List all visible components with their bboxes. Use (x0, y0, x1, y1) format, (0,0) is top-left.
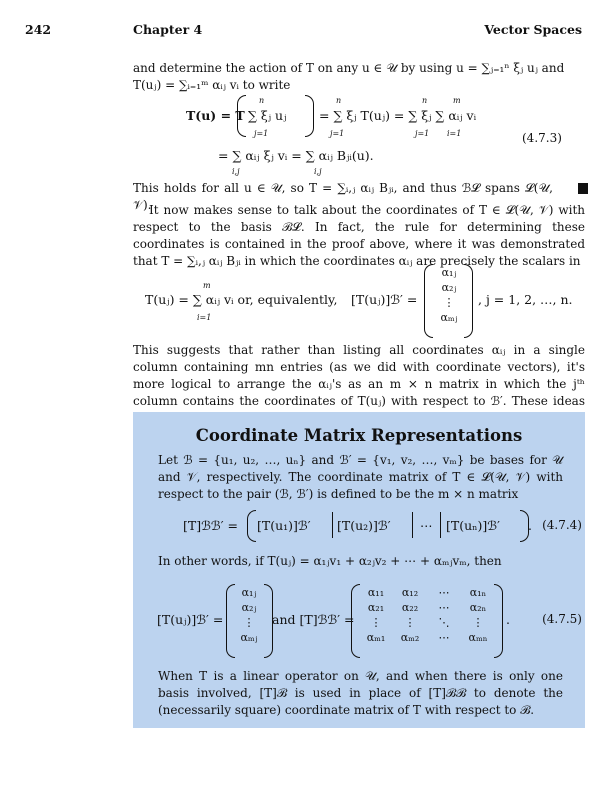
suggests-paragraph: This suggests that rather than listing all coordinates αᵢⱼ in a single column containing mn entries (as we did with coordinate vectors), it's more logical to arrange the αᵢⱼ's as an m × n matrix in which the jᵗʰ column contains the coordinates of T(uⱼ) with respect to ℬ′. These ideas (133, 343, 585, 408)
matrix-cell: α₁ₙ (469, 586, 487, 599)
box-title: Coordinate Matrix Representations (195, 426, 523, 445)
eq474-col-1: [T(u₁)]ℬ′ (257, 518, 311, 533)
eq475-and: and [T]ℬℬ′ = (272, 612, 355, 627)
eq473-limit-n1: n (336, 96, 342, 105)
matrix-cell: α₂₁ (367, 601, 385, 614)
eq473-limit-i1: i=1 (447, 129, 462, 138)
matrix-cell: ⋯ (438, 631, 450, 644)
eq475-column (234, 585, 264, 645)
eq473-limit-ij2: i,j (314, 167, 322, 176)
eq474-left-paren (247, 510, 256, 542)
matrix-cell: α₁₁ (367, 586, 385, 599)
matrix-cell: ⋯ (438, 601, 450, 614)
eq474-number-label: (4.7.4) (542, 518, 582, 532)
eq-coord-lhs: T(uⱼ) = ∑ αᵢⱼ vᵢ or, equivalently, (145, 292, 338, 307)
eq474-period: . (528, 518, 532, 533)
eq475-matrix-left-paren (351, 584, 360, 658)
matrix-row (360, 585, 494, 600)
intro-line-1: and determine the action of T on any u ∈ 𝒰 by using u = ∑ⱼ₌₁ⁿ ξⱼ uⱼ and (133, 61, 565, 75)
eq474-divider (412, 512, 413, 538)
eq473-left-paren (237, 95, 246, 137)
page-number: 242 (25, 22, 52, 37)
qed-square-icon (578, 183, 588, 194)
eq475-number: (4.7.5) (542, 612, 582, 626)
eq473-limit-j1: j=1 (330, 129, 345, 138)
matrix-cell: ⋱ (438, 616, 450, 629)
coordinates-paragraph: It now makes sense to talk about the coordinates of T ∈ 𝓛(𝒰, 𝒱) with respect to the basis ℬ𝓛. In fact, the rule for determining these coordinates is contained in the proof above, where it was demonstrated that T = ∑ᵢ,ⱼ αᵢⱼ Bⱼᵢ in which the coordinates αᵢⱼ are precisely the scalars in (133, 203, 585, 268)
chapter-title: Chapter 4 (133, 22, 203, 37)
col-entry: ⋮ (443, 296, 455, 309)
eq-coord-left-paren (424, 264, 433, 338)
intro-line-2: T(uⱼ) = ∑ᵢ₌₁ᵐ αᵢⱼ vᵢ to write (133, 78, 291, 92)
col-entry: αₘⱼ (240, 631, 258, 644)
matrix-cell: ⋮ (370, 616, 382, 629)
matrix-cell: αₘₙ (468, 631, 488, 644)
box-other-words: In other words, if T(uⱼ) = α₁ⱼv₁ + α₂ⱼv₂ + ⋯ + αₘⱼvₘ, then (158, 554, 502, 568)
box-operator-paragraph: When T is a linear operator on 𝒰, and when there is only one basis involved, [T]ℬ is used in place of [T]ℬℬ to denote the (necessarily square) coordinate matrix of T with respect to ℬ. (158, 669, 563, 717)
eq474-divider (332, 512, 333, 538)
eq473-inner-lower: j=1 (254, 129, 269, 138)
eq473-part1: = ∑ ξⱼ T(uⱼ) = ∑ ξⱼ ∑ αᵢⱼ vᵢ (319, 108, 477, 123)
matrix-cell: α₂₂ (401, 601, 419, 614)
matrix-cell: α₁₂ (401, 586, 419, 599)
col-entry: ⋮ (243, 616, 255, 629)
matrix-cell: α₂ₙ (469, 601, 487, 614)
eq473-line2: = ∑ αᵢⱼ ξⱼ vᵢ = ∑ αᵢⱼ Bⱼᵢ(u). (218, 148, 374, 163)
eq-coord-range: , j = 1, 2, …, n. (478, 292, 573, 307)
eq-coord-sum-lower: i=1 (197, 313, 212, 322)
eq473-limit-m: m (453, 96, 461, 105)
matrix-cell: ⋯ (438, 586, 450, 599)
col-entry: α₂ⱼ (441, 281, 457, 294)
eq-coord-rhs: [T(uⱼ)]ℬ′ = (351, 292, 418, 307)
eq473-limit-ij1: i,j (232, 167, 240, 176)
matrix-row (360, 630, 494, 645)
box-definition-paragraph: Let ℬ = {u₁, u₂, …, uₙ} and ℬ′ = {v₁, v₂, …, vₘ} be bases for 𝒰 and 𝒱, respectively. The coordinate matrix of T ∈ 𝓛(𝒰, 𝒱) with respect to the pair (ℬ, ℬ′) is defined to be the m × n matrix (158, 453, 563, 501)
holds-statement: This holds for all u ∈ 𝒰, so T = ∑ᵢ,ⱼ αᵢⱼ Bⱼᵢ, and thus ℬ𝓛 spans 𝓛(𝒰, 𝒱). (133, 181, 553, 212)
col-entry: α₂ⱼ (241, 601, 257, 614)
eq474-col-dots: ⋯ (420, 518, 433, 533)
eq473-inner-upper: n (259, 96, 265, 105)
eq475-lhs: [T(uⱼ)]ℬ′ = (157, 612, 224, 627)
eq-coord-column (434, 265, 464, 325)
eq474-col-2: [T(u₂)]ℬ′ (337, 518, 391, 533)
matrix-cell: αₘ₂ (400, 631, 420, 644)
eq473-right-paren (305, 95, 314, 137)
eq-coord-sum-upper: m (203, 281, 211, 290)
section-title: Vector Spaces (484, 22, 582, 37)
col-entry: α₁ⱼ (441, 266, 457, 279)
eq473-inner-sum: ∑ ξⱼ uⱼ (248, 108, 287, 123)
eq474-lhs: [T]ℬℬ′ = (183, 518, 239, 533)
eq473-number: (4.7.3) (522, 131, 562, 145)
eq473-lhs: T(u) = T (186, 108, 245, 123)
eq-coord-right-paren (464, 264, 473, 338)
eq475-matrix-right-paren (494, 584, 503, 658)
eq473-limit-n2: n (422, 96, 428, 105)
eq473-limit-j2: j=1 (415, 129, 430, 138)
matrix-cell: ⋮ (404, 616, 416, 629)
col-entry: αₘⱼ (440, 311, 458, 324)
matrix-cell: αₘ₁ (366, 631, 386, 644)
eq474-divider (440, 512, 441, 538)
matrix-cell: ⋮ (472, 616, 484, 629)
eq475-period: . (506, 612, 510, 627)
matrix-row (360, 600, 494, 615)
eq474-col-n: [T(uₙ)]ℬ′ (446, 518, 500, 533)
eq475-matrix (360, 585, 494, 645)
matrix-row (360, 615, 494, 630)
col-entry: α₁ⱼ (241, 586, 257, 599)
